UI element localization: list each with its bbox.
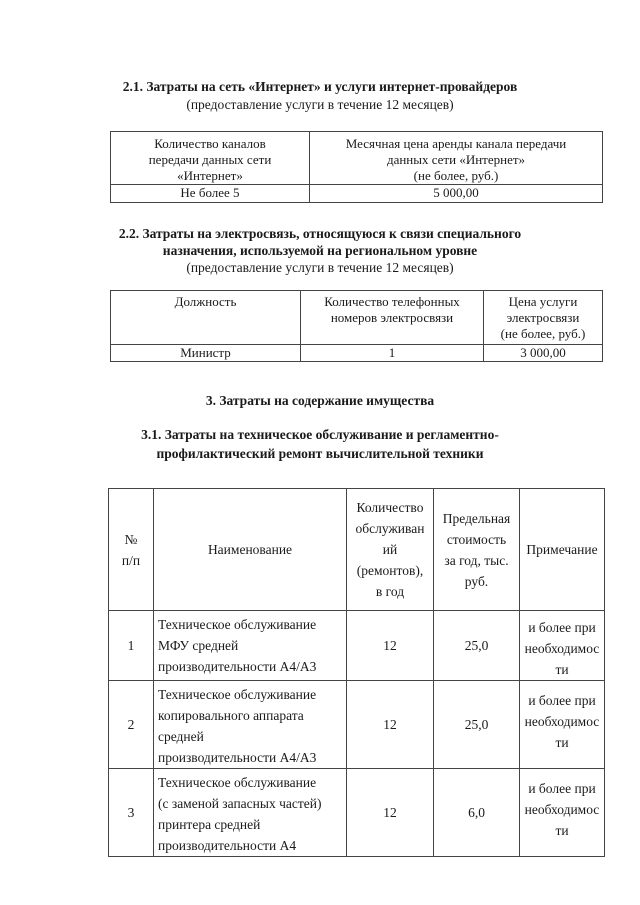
header-line: за год, тыс. [444, 552, 509, 568]
row-number: 1 [109, 611, 154, 681]
note-line: необходимос [524, 802, 600, 817]
header-cell [301, 291, 484, 345]
header-line: ий [382, 542, 398, 557]
header-line: руб. [464, 573, 489, 589]
table-cell: Не более 5 [111, 185, 310, 203]
note-line: и более при [528, 781, 596, 796]
header-line: передачи данных сети [148, 152, 272, 167]
header-cell [111, 132, 310, 185]
section-2-2-subtitle: (предоставление услуги в течение 12 месяцев) [186, 260, 454, 275]
note-line: и более при [528, 693, 596, 708]
note-line: ти [555, 735, 569, 750]
header-cell [310, 132, 603, 185]
row-quantity: 12 [347, 681, 434, 769]
header-line: Количество [356, 500, 424, 515]
header-line: Наименование [207, 542, 293, 557]
header-line: Должность [174, 294, 237, 309]
note-line: необходимос [524, 714, 600, 729]
header-cell [484, 291, 603, 345]
table-header-row [109, 489, 605, 611]
name-line: Техническое обслуживание [158, 617, 317, 632]
section-2-1-subtitle: (предоставление услуги в течение 12 месяцев) [186, 97, 454, 112]
section-2-1-title: 2.1. Затраты на сеть «Интернет» и услуги интернет-провайдеров [122, 79, 518, 94]
header-line: № [124, 531, 138, 547]
header-cell [434, 489, 520, 611]
name-line: производительности А4/А3 [158, 659, 317, 674]
section-3-1-title-line1: 3.1. Затраты на техническое обслуживание и регламентно- [141, 427, 499, 442]
row-note [520, 769, 605, 857]
row-number: 2 [109, 681, 154, 769]
name-line: (с заменой запасных частей) [158, 796, 322, 811]
name-line: производительности А4/А3 [158, 750, 317, 765]
internet-table [110, 131, 603, 203]
header-line: Количество телефонных [324, 294, 460, 309]
row-note [520, 681, 605, 769]
table-row [109, 681, 605, 769]
row-name [154, 681, 347, 769]
name-line: Техническое обслуживание [158, 775, 317, 790]
name-line: средней [158, 729, 204, 744]
header-line: «Интернет» [177, 168, 243, 183]
row-quantity: 12 [347, 769, 434, 857]
header-line: п/п [121, 552, 141, 568]
header-line: Количество каналов [154, 136, 266, 151]
row-cost: 6,0 [434, 769, 520, 857]
header-line: обслуживан [355, 521, 425, 536]
note-line: ти [555, 823, 569, 838]
header-line: данных сети «Интернет» [386, 152, 526, 167]
name-line: МФУ средней [158, 638, 239, 653]
table-cell: Министр [111, 345, 301, 362]
header-line: (не более, руб.) [413, 168, 499, 183]
note-line: ти [555, 662, 569, 677]
header-line: Месячная цена аренды канала передачи [345, 136, 567, 151]
row-cost: 25,0 [434, 681, 520, 769]
header-cell [111, 291, 301, 345]
header-line: в год [375, 584, 405, 599]
name-line: копировального аппарата [158, 708, 304, 723]
name-line: производительности А4 [158, 838, 297, 853]
note-line: и более при [528, 620, 596, 635]
table-header-row [111, 291, 603, 345]
table-row [109, 769, 605, 857]
equipment-maintenance-table [108, 488, 605, 857]
header-line: (ремонтов), [356, 563, 424, 578]
header-line: (не более, руб.) [500, 326, 586, 341]
header-line: Цена услуги [508, 294, 578, 309]
header-cell [347, 489, 434, 611]
section-2-2-title-line1: 2.2. Затраты на электросвязь, относящуюся к связи специального [118, 226, 522, 241]
note-line: необходимос [524, 641, 600, 656]
header-line: номеров электросвязи [330, 310, 454, 325]
header-line: стоимость [446, 531, 507, 547]
header-line: Примечание [526, 542, 598, 557]
header-cell [154, 489, 347, 611]
section-2-2-title-line2: назначения, используемой на региональном уровне [162, 243, 478, 258]
table-row [111, 185, 603, 203]
header-line: электросвязи [506, 310, 580, 325]
row-quantity: 12 [347, 611, 434, 681]
row-name [154, 769, 347, 857]
table-cell: 3 000,00 [484, 345, 603, 362]
section-3-1-title-line2: профилактический ремонт вычислительной техники [156, 446, 484, 461]
table-row [111, 345, 603, 362]
section-3-title: 3. Затраты на содержание имущества [205, 393, 435, 408]
header-line: Предельная [442, 510, 511, 526]
row-cost: 25,0 [434, 611, 520, 681]
name-line: принтера средней [158, 817, 261, 832]
name-line: Техническое обслуживание [158, 687, 317, 702]
row-number: 3 [109, 769, 154, 857]
table-cell: 1 [301, 345, 484, 362]
table-cell: 5 000,00 [310, 185, 603, 203]
header-cell [109, 489, 154, 611]
table-header-row [111, 132, 603, 185]
telecom-table [110, 290, 603, 362]
header-cell [520, 489, 605, 611]
row-note [520, 611, 605, 681]
table-row [109, 611, 605, 681]
row-name [154, 611, 347, 681]
